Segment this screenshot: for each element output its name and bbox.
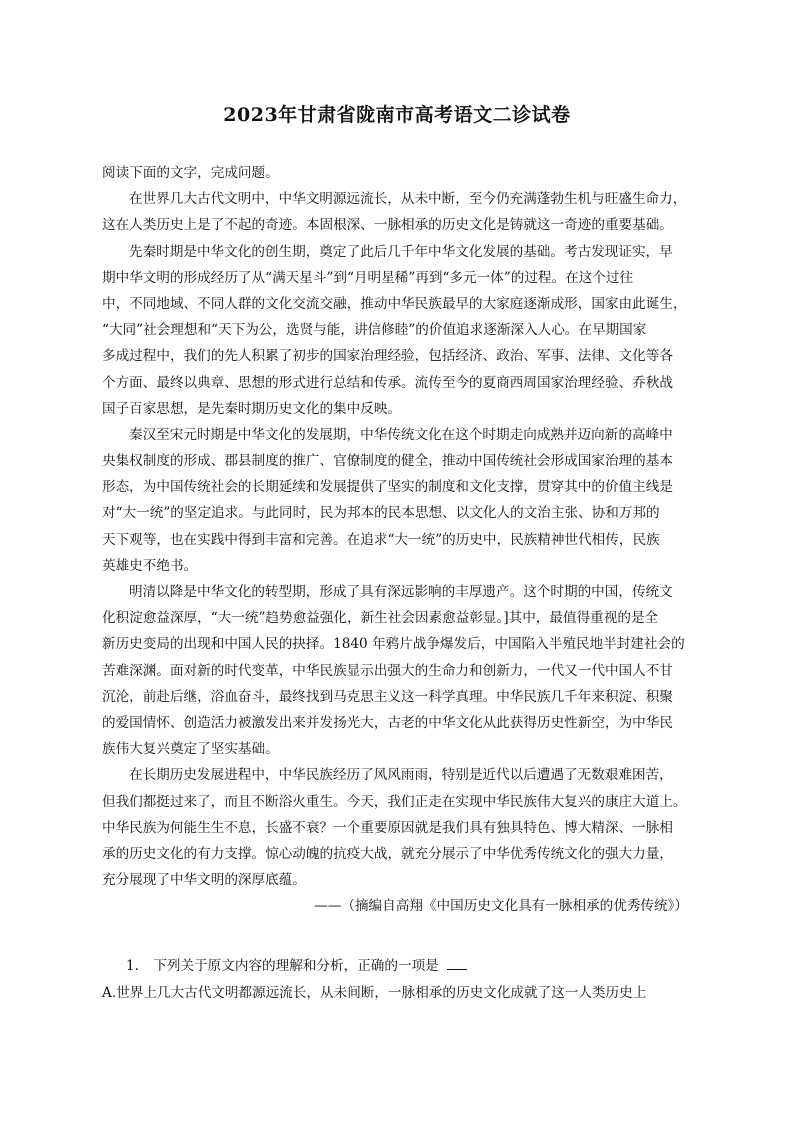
- paragraph-line: 形态，为中国传统社会的长期延续和发展提供了坚实的制度和文化支撑，贯穿其中的价值主线是: [102, 479, 673, 496]
- exam-title: 2023年甘肃省陇南市高考语文二诊试卷: [223, 104, 571, 126]
- paragraph-line: 央集权制度的形成、郡县制度的推广、官僚制度的健全，推动中国传统社会形成国家治理的基本: [102, 453, 673, 470]
- passage-instruction: 阅读下面的文字，完成问题。: [102, 165, 279, 181]
- paragraph-line: 这在人类历史上是了不起的奇迹。本固根深、一脉相承的历史文化是铸就这一奇迹的重要基础。: [102, 217, 673, 234]
- paragraph-line: 多成过程中，我们的先人积累了初步的国家治理经验，包括经济、政治、军事、法律、文化等各: [102, 348, 673, 365]
- question-option-a: A.世界上几大古代文明都源远流长，从未间断，一脉相承的历史文化成就了这一人类历史上: [102, 984, 647, 1001]
- paragraph-line: 充分展现了中华文明的深厚底蕴。: [102, 872, 306, 889]
- paragraph-line: 秦汉至宋元时期是中华文化的发展期，中华传统文化在这个时期走向成熟并迈向新的高峰中: [129, 426, 673, 443]
- paragraph-line: 沉沦，前赴后继，浴血奋斗，最终找到马克思主义这一科学真理。中华民族几千年来积淀、积聚: [102, 688, 673, 705]
- paragraph-line: 但我们都挺过来了，而且不断浴火重生。今天，我们正走在实现中华民族伟大复兴的康庄大道上。: [102, 793, 687, 810]
- paragraph-line: 化积淀愈益深厚，“大一统”趋势愈益强化，新生社会因素愈益彰显。]其中，最值得重视的是全: [102, 610, 659, 627]
- question-1: [102, 953, 694, 979]
- paragraph-line: 苦难深渊。面对新的时代变革，中华民族显示出强大的生命力和创新力，一代又一代中国人不甘: [102, 662, 673, 679]
- paragraph-line: 个方面、最终以典章、思想的形式进行总结和传承。流传至今的夏商西周国家治理经验、乔秋战: [102, 374, 673, 391]
- section-gap: [102, 919, 694, 953]
- question-stem: 下列关于原文内容的理解和分析，正确的一项是: [153, 958, 439, 975]
- paragraph-3: [102, 422, 694, 579]
- paragraph-5: [102, 762, 694, 893]
- paragraph-line: 中，不同地域、不同人群的文化交流交融，推动中华民族最早的大家庭逐渐成形，国家由此诞生，: [102, 295, 687, 312]
- paragraph-line: 期中华文明的形成经历了从“满天星斗”到“月明星稀”再到“多元一体”的过程。在这个过往: [102, 269, 634, 286]
- paragraph-line: 先秦时期是中华文化的创生期，奠定了此后几千年中华文化发展的基础。考古发现证实，早: [129, 243, 673, 260]
- paragraph-line: 明清以降是中华文化的转型期，形成了具有深远影响的丰厚遗产。这个时期的中国，传统文: [129, 584, 673, 600]
- paragraph-line: “大同”社会理想和“天下为公，选贤与能，讲信修睦”的价值追求逐渐深入人心。在早期国家: [102, 322, 647, 339]
- paragraph-1: [102, 186, 694, 238]
- paragraph-line: 国子百家思想，是先秦时期历史文化的集中反映。: [102, 400, 402, 417]
- paragraph-line: 中华民族为何能生生不息，长盛不衰？一个重要原因就是我们具有独具特色、博大精深、一脉相: [102, 819, 673, 836]
- paragraph-4: [102, 579, 694, 762]
- source-citation: ——（摘编自高翔《中国历史文化具有一脉相承的优秀传统》）: [314, 898, 688, 915]
- paragraph-line: 在长期历史发展进程中，中华民族经历了风风雨雨，特别是近代以后遭遇了无数艰难困苦，: [129, 767, 673, 784]
- paragraph-line: 新历史变局的出现和中国人民的抉择。1840 年鸦片战争爆发后，中国陷入半殖民地半封建社会的: [102, 636, 685, 653]
- answer-blank[interactable]: [447, 955, 467, 970]
- paragraph-line: 承的历史文化的有力支撑。惊心动魄的抗疫大战，就充分展示了中华优秀传统文化的强大力量，: [102, 845, 673, 862]
- paragraph-line: 天下观等，也在实践中得到丰富和完善。在追求“大一统”的历史中，民族精神世代相传，民族: [102, 531, 660, 548]
- question-number: 1.: [126, 958, 139, 975]
- paragraph-line: 对“大一统”的坚定追求。与此同时，民为邦本的民本思想、以文化人的文治主张、协和万邦的: [102, 505, 660, 522]
- paragraph-line: 的爱国情怀、创造活力被激发出来并发扬光大，古老的中华文化从此获得历史性新空，为中华民: [102, 714, 673, 731]
- paragraph-line: 在世界几大古代文明中，中华文明源远流长，从未中断，至今仍充满蓬勃生机与旺盛生命力，: [129, 191, 687, 208]
- paragraph-2: [102, 239, 694, 422]
- paragraph-line: 族伟大复兴奠定了坚实基础。: [102, 741, 279, 758]
- paragraph-line: 英雄史不绝书。: [102, 557, 198, 574]
- reading-passage: [102, 160, 694, 1006]
